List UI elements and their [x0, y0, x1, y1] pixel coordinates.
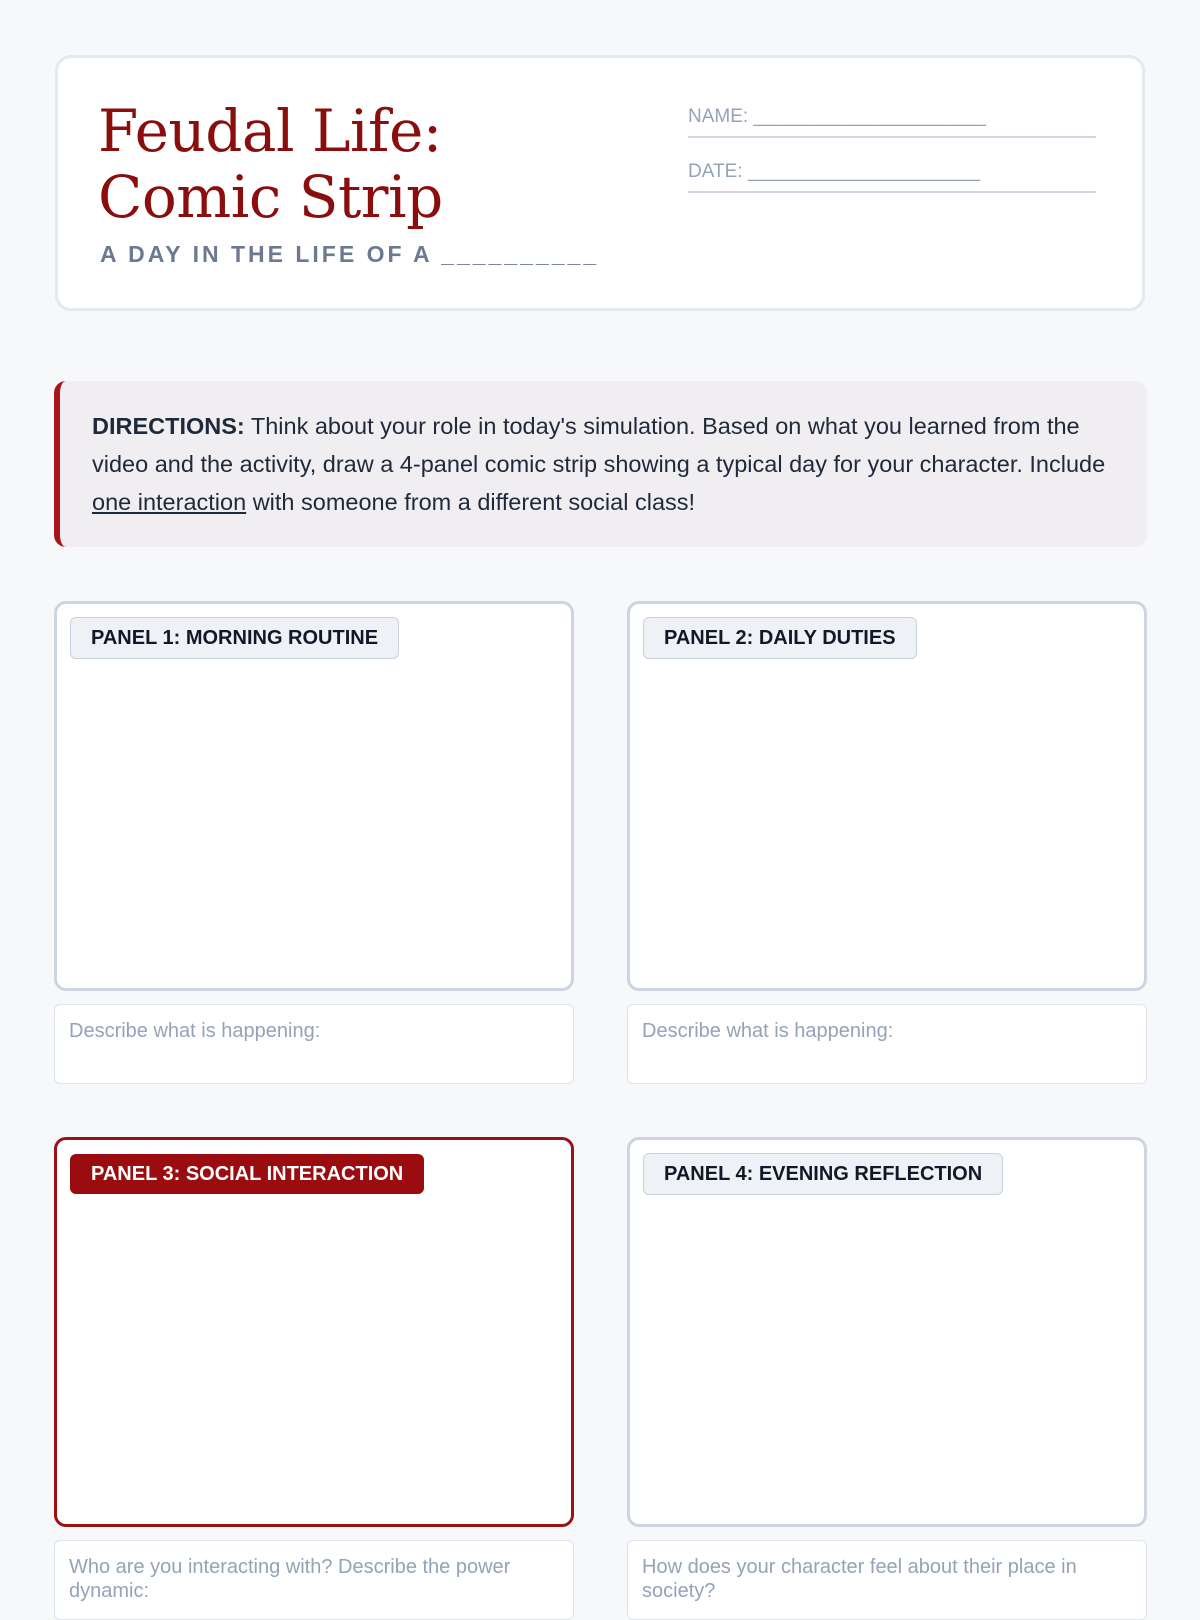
directions-emphasis: one interaction [92, 489, 247, 515]
name-field[interactable]: NAME: ______________________ [688, 106, 1096, 138]
panel-2-caption-field[interactable]: Describe what is happening: [627, 1004, 1147, 1084]
directions-text-end: with someone from a different social class! [246, 489, 696, 515]
directions-box [54, 381, 1147, 547]
panel-label: PANEL 2: DAILY DUTIES [643, 617, 917, 659]
page-title: Feudal Life: Comic Strip [98, 97, 443, 231]
panel-1-caption-field[interactable]: Describe what is happening: [54, 1004, 574, 1084]
comic-panel-2[interactable] [627, 601, 1147, 991]
date-field[interactable]: DATE: ______________________ [688, 161, 1096, 193]
comic-panel-1[interactable] [54, 601, 574, 991]
worksheet-header [55, 55, 1145, 311]
panel-label: PANEL 4: EVENING REFLECTION [643, 1153, 1003, 1195]
directions-text: Think about your role in today's simulation. Based on what you learned from the video and the activity, draw a 4-panel comic strip showing a typical day for your character. Include [92, 413, 1106, 477]
panel-label: PANEL 1: MORNING ROUTINE [70, 617, 399, 659]
panel-4-caption-field[interactable]: How does your character feel about their place in society? [627, 1540, 1147, 1620]
comic-panel-3[interactable] [54, 1137, 574, 1527]
panel-3-caption-field[interactable]: Who are you interacting with? Describe the power dynamic: [54, 1540, 574, 1620]
directions-label: DIRECTIONS: [92, 413, 245, 439]
page-subtitle: A DAY IN THE LIFE OF A __________ [100, 241, 600, 267]
panel-label-highlighted: PANEL 3: SOCIAL INTERACTION [70, 1154, 424, 1194]
comic-panel-4[interactable] [627, 1137, 1147, 1527]
